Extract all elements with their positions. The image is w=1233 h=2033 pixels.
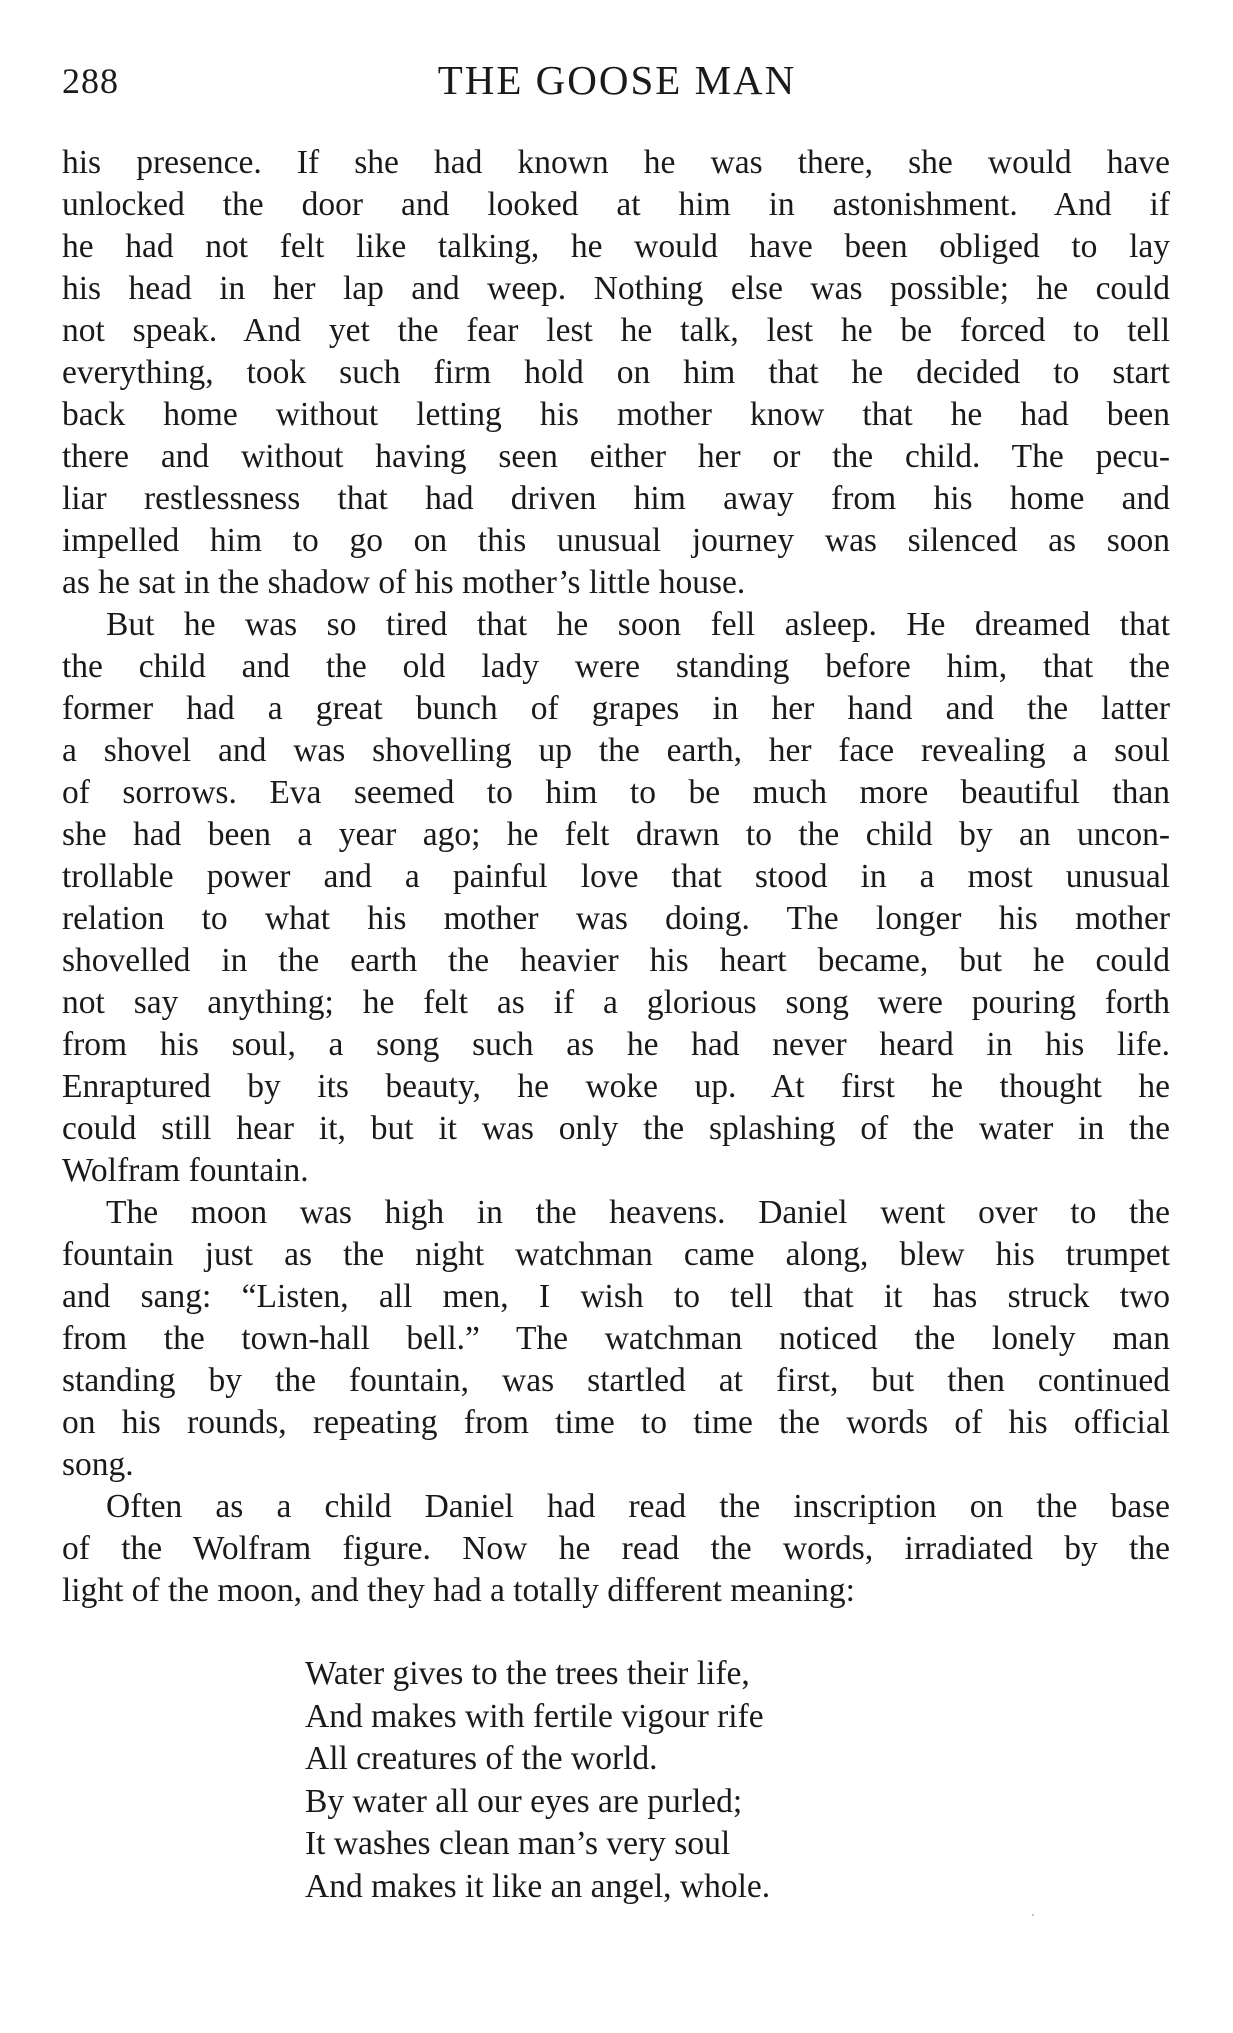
text-line: impelled him to go on this unusual journey was silenced as soon	[62, 522, 1170, 559]
text-line: as he sat in the shadow of his mother’s little house.	[62, 564, 746, 601]
text-line: could still hear it, but it was only the splashing of the water in the	[62, 1110, 1170, 1147]
text-line: his presence. If she had known he was there, she would have	[62, 144, 1170, 181]
poem-line: And makes it like an angel, whole.	[305, 1867, 771, 1905]
text-line: Often as a child Daniel had read the inscription on the base	[106, 1488, 1170, 1525]
text-line: his head in her lap and weep. Nothing else was possible; he could	[62, 270, 1170, 307]
text-line: Wolfram fountain.	[62, 1152, 309, 1189]
text-line: unlocked the door and looked at him in astonishment. And if	[62, 186, 1170, 223]
text-line: fountain just as the night watchman came along, blew his trumpet	[62, 1236, 1170, 1273]
text-line: of the Wolfram figure. Now he read the words, irradiated by the	[62, 1530, 1170, 1567]
poem-line: It washes clean man’s very soul	[305, 1825, 731, 1862]
text-line: on his rounds, repeating from time to time the words of his official	[62, 1404, 1170, 1441]
running-title: THE GOOSE MAN	[437, 57, 797, 103]
text-line: relation to what his mother was doing. The longer his mother	[62, 900, 1170, 937]
text-line: Enraptured by its beauty, he woke up. At first he thought he	[62, 1068, 1170, 1105]
text-line: not speak. And yet the fear lest he talk, lest he be forced to tell	[62, 312, 1170, 349]
text-line: from his soul, a song such as he had never heard in his life.	[62, 1026, 1170, 1063]
page-header	[62, 52, 1172, 112]
text-line: standing by the fountain, was startled at first, but then continued	[62, 1362, 1170, 1399]
page-number: 288	[62, 61, 119, 101]
text-line: a shovel and was shovelling up the earth, her face revealing a soul	[62, 732, 1170, 769]
text-line: song.	[62, 1446, 134, 1483]
poem-line: All creatures of the world.	[305, 1740, 658, 1777]
text-line: light of the moon, and they had a totally different meaning:	[62, 1572, 855, 1609]
text-line: trollable power and a painful love that stood in a most unusual	[62, 858, 1170, 895]
text-line: she had been a year ago; he felt drawn to the child by an uncon-	[62, 816, 1170, 853]
scan-speck: ·	[1030, 1905, 1036, 1925]
inscription-poem	[305, 1653, 1005, 1908]
text-line: liar restlessness that had driven him away from his home and	[62, 480, 1170, 517]
poem-line: And makes with fertile vigour rife	[305, 1697, 764, 1735]
text-line: everything, took such firm hold on him that he decided to start	[62, 354, 1170, 391]
text-line: the child and the old lady were standing before him, that the	[62, 648, 1170, 685]
text-line: The moon was high in the heavens. Daniel went over to the	[106, 1194, 1170, 1231]
text-line: But he was so tired that he soon fell asleep. He dreamed that	[106, 606, 1170, 643]
text-line: former had a great bunch of grapes in her hand and the latter	[62, 690, 1170, 727]
poem-line: By water all our eyes are purled;	[305, 1782, 743, 1820]
poem-line: Water gives to the trees their life,	[305, 1655, 750, 1692]
text-line: and sang: “Listen, all men, I wish to tell that it has struck two	[62, 1278, 1170, 1315]
body-text	[62, 142, 1170, 1612]
text-line: he had not felt like talking, he would have been obliged to lay	[62, 228, 1170, 265]
text-line: not say anything; he felt as if a glorious song were pouring forth	[62, 984, 1170, 1021]
text-line: there and without having seen either her or the child. The pecu-	[62, 438, 1170, 475]
text-line: of sorrows. Eva seemed to him to be much more beautiful than	[62, 774, 1170, 811]
text-line: shovelled in the earth the heavier his heart became, but he could	[62, 942, 1170, 979]
text-line: back home without letting his mother know that he had been	[62, 396, 1170, 433]
text-line: from the town-hall bell.” The watchman noticed the lonely man	[62, 1320, 1170, 1357]
